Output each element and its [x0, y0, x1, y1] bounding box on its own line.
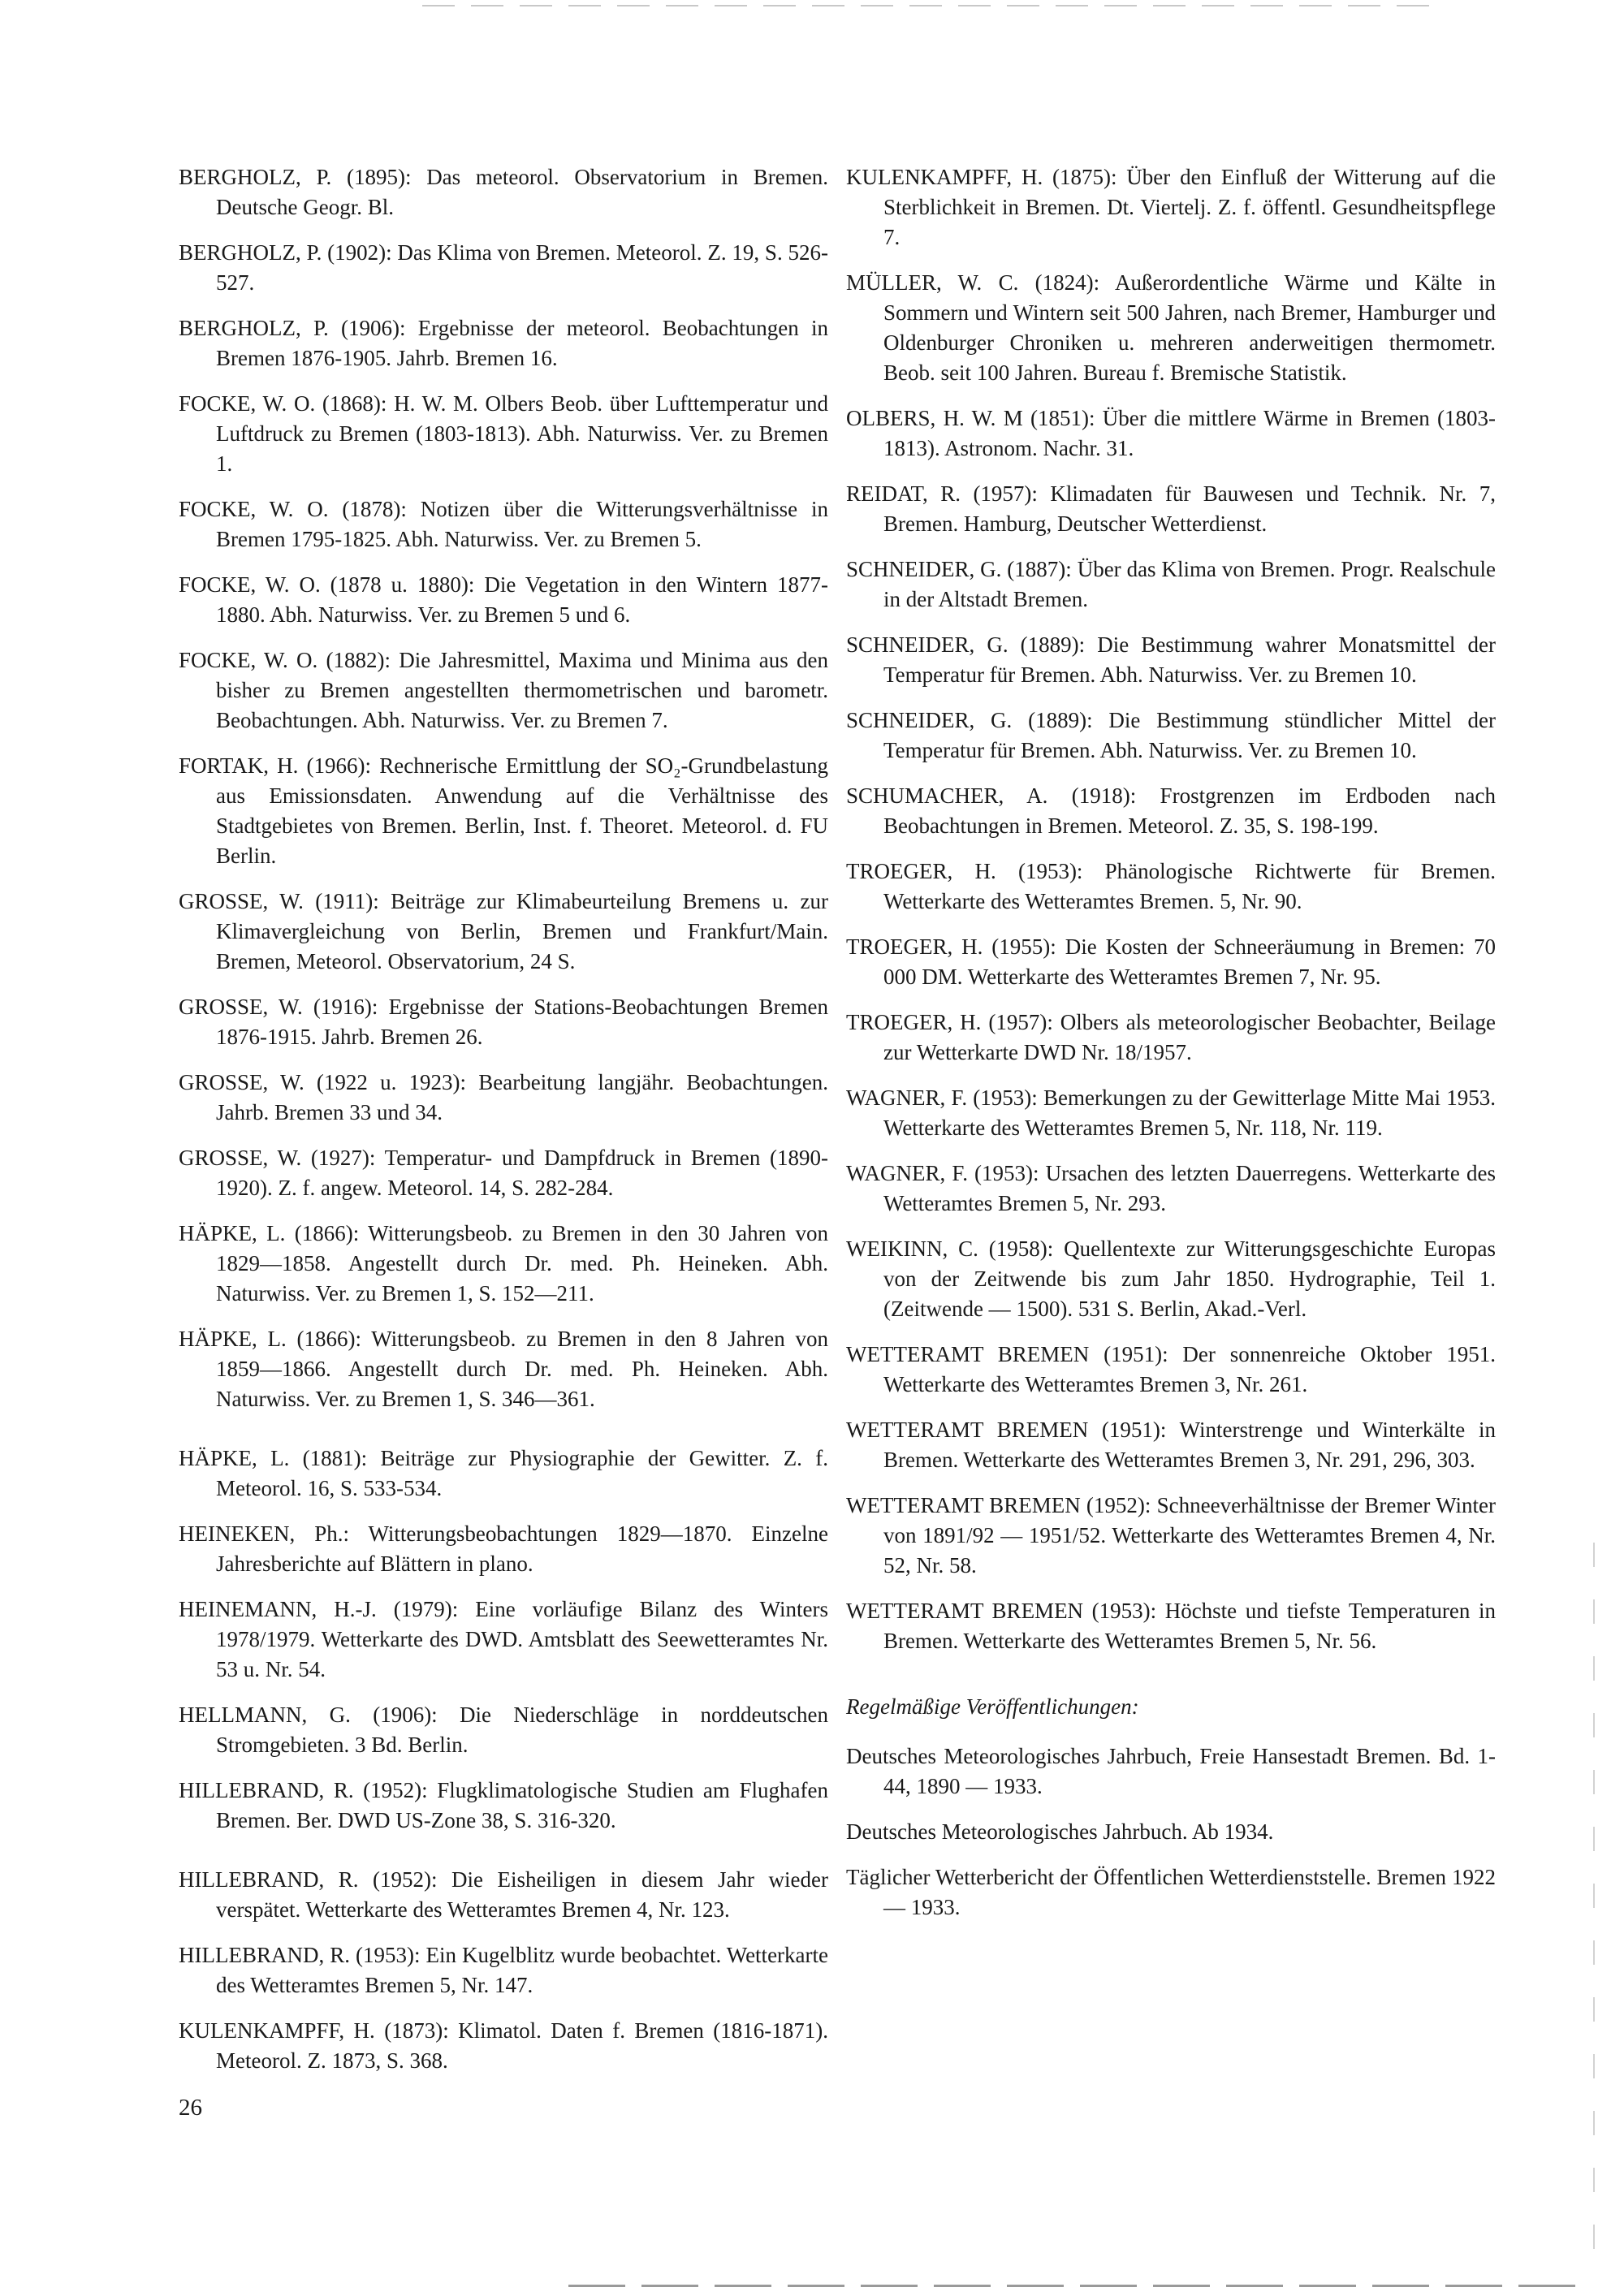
reference-entry: WETTERAMT BREMEN (1953): Höchste und tiefste Temperaturen in Bremen. Wetterkarte des Wetteramtes Bremen 5, Nr. 56.: [846, 1599, 1496, 1653]
reference-entry: WETTERAMT BREMEN (1952): Schneeverhältnisse der Bremer Winter von 1891/92 — 1951/52. Wetterkarte des Wetteramtes Bremen 4, Nr. 52, Nr. 58.: [846, 1493, 1496, 1577]
reference-entry: FOCKE, W. O. (1868): H. W. M. Olbers Beob. über Lufttemperatur und Luftdruck zu Bremen (1803-1813). Abh. Naturwiss. Ver. zu Bremen 1.: [179, 391, 828, 476]
reference-entry: REIDAT, R. (1957): Klimadaten für Bauwesen und Technik. Nr. 7, Bremen. Hamburg, Deutscher Wetterdienst.: [846, 481, 1496, 536]
reference-entry: TROEGER, H. (1953): Phänologische Richtwerte für Bremen. Wetterkarte des Wetteramtes Bremen. 5, Nr. 90.: [846, 859, 1496, 913]
reference-entry: GROSSE, W. (1927): Temperatur- und Dampfdruck in Bremen (1890-1920). Z. f. angew. Meteorol. 14, S. 282-284.: [179, 1146, 828, 1200]
reference-entry: SCHNEIDER, G. (1887): Über das Klima von Bremen. Progr. Realschule in der Altstadt Bremen.: [846, 557, 1496, 611]
reference-entry: BERGHOLZ, P. (1902): Das Klima von Bremen. Meteorol. Z. 19, S. 526-527.: [179, 240, 828, 295]
page-number: 26: [179, 2095, 202, 2121]
reference-entry: HILLEBRAND, R. (1952): Die Eisheiligen in diesem Jahr wieder verspätet. Wetterkarte des Wetteramtes Bremen 4, Nr. 123.: [179, 1867, 828, 1922]
reference-entry: FORTAK, H. (1966): Rechnerische Ermittlung der SO₂-Grundbelastung aus Emissionsdaten. Anwendung auf die Verhältnisse des Stadtgebietes von Bremen. Berlin, Inst. f. Theoret. Meteorol. d. FU Berlin.: [179, 753, 828, 868]
reference-entry: SCHUMACHER, A. (1918): Frostgrenzen im Erdboden nach Beobachtungen in Bremen. Meteorol. Z. 35, S. 198-199.: [846, 783, 1496, 838]
reference-entry: WAGNER, F. (1953): Ursachen des letzten Dauerregens. Wetterkarte des Wetteramtes Bremen 5, Nr. 293.: [846, 1161, 1496, 1215]
reference-entry: HÄPKE, L. (1881): Beiträge zur Physiographie der Gewitter. Z. f. Meteorol. 16, S. 533-534.: [179, 1446, 828, 1500]
scan-artifact-bottom: [568, 2285, 1575, 2287]
reference-entry: GROSSE, W. (1922 u. 1923): Bearbeitung langjähr. Beobachtungen. Jahrb. Bremen 33 und 34.: [179, 1070, 828, 1124]
left-column: [179, 162, 828, 2091]
reference-entry: HÄPKE, L. (1866): Witterungsbeob. zu Bremen in den 30 Jahren von 1829—1858. Angestellt durch Dr. med. Ph. Heineken. Abh. Naturwiss. Ver. zu Bremen 1, S. 152—211.: [179, 1221, 828, 1306]
publication-entry: Täglicher Wetterbericht der Öffentlichen Wetterdienststelle. Bremen 1922 — 1933.: [846, 1865, 1496, 1919]
publication-entry: Deutsches Meteorologisches Jahrbuch. Ab 1934.: [846, 1819, 1274, 1844]
scan-artifact-edge: [1593, 1543, 1595, 2257]
reference-entry: KULENKAMPFF, H. (1873): Klimatol. Daten f. Bremen (1816-1871). Meteorol. Z. 1873, S. 368.: [179, 2018, 828, 2073]
reference-entry: WETTERAMT BREMEN (1951): Winterstrenge und Winterkälte in Bremen. Wetterkarte des Wetteramtes Bremen 3, Nr. 291, 296, 303.: [846, 1418, 1496, 1472]
reference-entry: GROSSE, W. (1911): Beiträge zur Klimabeurteilung Bremens u. zur Klimavergleichung von Berlin, Bremen und Frankfurt/Main. Bremen, Meteorol. Observatorium, 24 S.: [179, 889, 828, 973]
reference-entry: SCHNEIDER, G. (1889): Die Bestimmung stündlicher Mittel der Temperatur für Bremen. Abh. Naturwiss. Ver. zu Bremen 10.: [846, 708, 1496, 762]
reference-entry: MÜLLER, W. C. (1824): Außerordentliche Wärme und Kälte in Sommern und Wintern seit 500 Jahren, nach Bremer, Hamburger und Oldenburger Chroniken u. mehreren anderweitigen thermometr. Beob. seit 100 Jahren. Bureau f. Bremische Statistik.: [846, 270, 1496, 385]
reference-entry: FOCKE, W. O. (1878 u. 1880): Die Vegetation in den Wintern 1877-1880. Abh. Naturwiss. Ver. zu Bremen 5 und 6.: [179, 572, 828, 627]
reference-entry: FOCKE, W. O. (1882): Die Jahresmittel, Maxima und Minima aus den bisher zu Bremen angestellten thermometrischen und barometr. Beobachtungen. Abh. Naturwiss. Ver. zu Bremen 7.: [179, 648, 828, 732]
reference-entry: TROEGER, H. (1955): Die Kosten der Schneeräumung in Bremen: 70 000 DM. Wetterkarte des Wetteramtes Bremen 7, Nr. 95.: [846, 934, 1496, 989]
reference-entry: HEINEMANN, H.-J. (1979): Eine vorläufige Bilanz des Winters 1978/1979. Wetterkarte des DWD. Amtsblatt des Seewetteramtes Nr. 53 u. Nr. 54.: [179, 1597, 828, 1681]
reference-entry: KULENKAMPFF, H. (1875): Über den Einfluß der Witterung auf die Sterblichkeit in Bremen. Dt. Viertelj. Z. f. öffentl. Gesundheitspflege 7.: [846, 165, 1496, 249]
reference-entry: BERGHOLZ, P. (1895): Das meteorol. Observatorium in Bremen. Deutsche Geogr. Bl.: [179, 165, 828, 219]
reference-entry: HELLMANN, G. (1906): Die Niederschläge in norddeutschen Stromgebieten. 3 Bd. Berlin.: [179, 1703, 828, 1757]
reference-entry: TROEGER, H. (1957): Olbers als meteorologischer Beobachter, Beilage zur Wetterkarte DWD Nr. 18/1957.: [846, 1010, 1496, 1064]
reference-entry: WEIKINN, C. (1958): Quellentexte zur Witterungsgeschichte Europas von der Zeitwende bis zum Jahr 1850. Hydrographie, Teil 1. (Zeitwende — 1500). 531 S. Berlin, Akad.-Verl.: [846, 1236, 1496, 1321]
reference-entry: SCHNEIDER, G. (1889): Die Bestimmung wahrer Monatsmittel der Temperatur für Bremen. Abh. Naturwiss. Ver. zu Bremen 10.: [846, 632, 1496, 687]
reference-entry: HILLEBRAND, R. (1952): Flugklimatologische Studien am Flughafen Bremen. Ber. DWD US-Zone 38, S. 316-320.: [179, 1778, 828, 1832]
reference-entry: GROSSE, W. (1916): Ergebnisse der Stations-Beobachtungen Bremen 1876-1915. Jahrb. Bremen 26.: [179, 995, 828, 1049]
reference-entry: WAGNER, F. (1953): Bemerkungen zu der Gewitterlage Mitte Mai 1953. Wetterkarte des Wetteramtes Bremen 5, Nr. 118, Nr. 119.: [846, 1085, 1496, 1140]
reference-entry: WETTERAMT BREMEN (1951): Der sonnenreiche Oktober 1951. Wetterkarte des Wetteramtes Bremen 3, Nr. 261.: [846, 1342, 1496, 1396]
reference-entry: HEINEKEN, Ph.: Witterungsbeobachtungen 1829—1870. Einzelne Jahresberichte auf Blättern in plano.: [179, 1521, 828, 1576]
reference-entry: OLBERS, H. W. M (1851): Über die mittlere Wärme in Bremen (1803-1813). Astronom. Nachr. 31.: [846, 406, 1496, 460]
publication-entry: Deutsches Meteorologisches Jahrbuch, Freie Hansestadt Bremen. Bd. 1-44, 1890 — 1933.: [846, 1744, 1496, 1798]
section-heading: Regelmäßige Veröffentlichungen:: [846, 1694, 1139, 1719]
reference-entry: FOCKE, W. O. (1878): Notizen über die Witterungsverhältnisse in Bremen 1795-1825. Abh. Naturwiss. Ver. zu Bremen 5.: [179, 497, 828, 551]
right-column: [846, 162, 1496, 1938]
scan-artifact-top: [422, 5, 1445, 6]
reference-entry: HÄPKE, L. (1866): Witterungsbeob. zu Bremen in den 8 Jahren von 1859—1866. Angestellt durch Dr. med. Ph. Heineken. Abh. Naturwiss. Ver. zu Bremen 1, S. 346—361.: [179, 1327, 828, 1411]
reference-entry: HILLEBRAND, R. (1953): Ein Kugelblitz wurde beobachtet. Wetterkarte des Wetteramtes Bremen 5, Nr. 147.: [179, 1943, 828, 1997]
reference-entry: BERGHOLZ, P. (1906): Ergebnisse der meteorol. Beobachtungen in Bremen 1876-1905. Jahrb. Bremen 16.: [179, 316, 828, 370]
